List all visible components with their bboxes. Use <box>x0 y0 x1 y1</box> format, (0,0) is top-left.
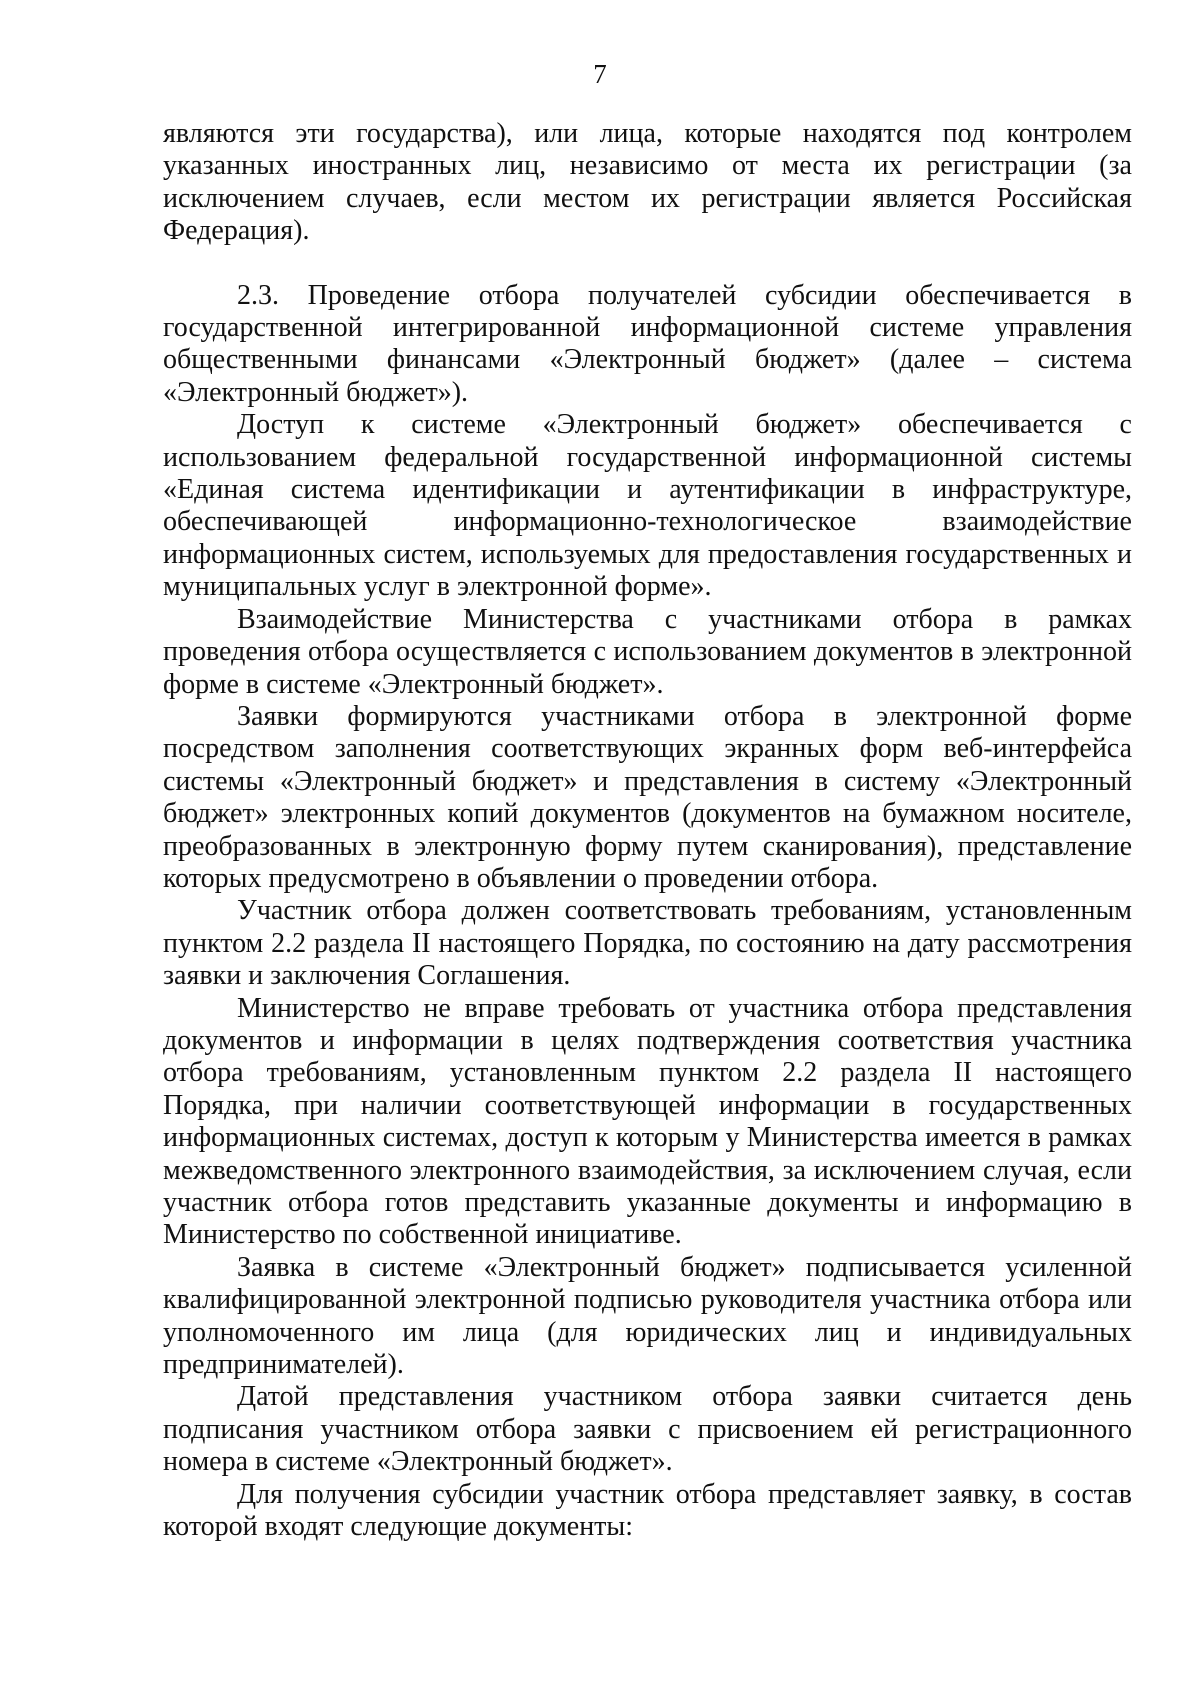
document-body <box>163 118 1132 1543</box>
paragraph-participant-requirements: Участник отбора должен соответствовать требованиям, установленным пунктом 2.2 раздела II настоящего Порядка, по состоянию на дату рассмотрения заявки и заключения Соглашения. <box>163 895 1132 992</box>
paragraph-ministry-restriction: Министерство не вправе требовать от участника отбора представления документов и информации в целях подтверждения соответствия участника отбора требованиям, установленным пунктом 2.2 раздела II настоящего Порядка, при наличии соответствующей информации в государственных информационных системах, доступ к которым у Министерства имеется в рамках межведомственного электронного взаимодействия, за исключением случая, если участник отбора готов представить указанные документы и информацию в Министерство по собственной инициативе. <box>163 992 1132 1251</box>
paragraph-access: Доступ к системе «Электронный бюджет» обеспечивается с использованием федеральной государственной информационной системы «Единая система идентификации и аутентификации в инфраструктуре, обеспечивающей информационно-технологическое взаимодействие информационных систем, используемых для предоставления государственных и муниципальных услуг в электронной форме». <box>163 409 1132 603</box>
paragraph-documents-list: Для получения субсидии участник отбора представляет заявку, в состав которой входят следующие документы: <box>163 1478 1132 1543</box>
paragraph-section-2-3: 2.3. Проведение отбора получателей субсидии обеспечивается в государственной интегрированной информационной системе управления общественными финансами «Электронный бюджет» (далее – система «Электронный бюджет»). <box>163 279 1132 408</box>
page-number: 7 <box>593 59 607 89</box>
paragraph-submission-date: Датой представления участником отбора заявки считается день подписания участником отбора заявки с присвоением ей регистрационного номера в системе «Электронный бюджет». <box>163 1381 1132 1478</box>
paragraph-applications: Заявки формируются участниками отбора в электронной форме посредством заполнения соответствующих экранных форм веб-интерфейса системы «Электронный бюджет» и представления в систему «Электронный бюджет» электронных копий документов (документов на бумажном носителе, преобразованных в электронную форму путем сканирования), представление которых предусмотрено в объявлении о проведении отбора. <box>163 700 1132 894</box>
paragraph-signature: Заявка в системе «Электронный бюджет» подписывается усиленной квалифицированной электронной подписью руководителя участника отбора или уполномоченного им лица (для юридических лиц и индивидуальных предпринимателей). <box>163 1251 1132 1381</box>
paragraph-continuation: являются эти государства), или лица, которые находятся под контролем указанных иностранных лиц, независимо от места их регистрации (за исключением случаев, если местом их регистрации является Российская Федерация). <box>163 118 1132 247</box>
paragraph-interaction: Взаимодействие Министерства с участниками отбора в рамках проведения отбора осуществляется с использованием документов в электронной форме в системе «Электронный бюджет». <box>163 603 1132 700</box>
